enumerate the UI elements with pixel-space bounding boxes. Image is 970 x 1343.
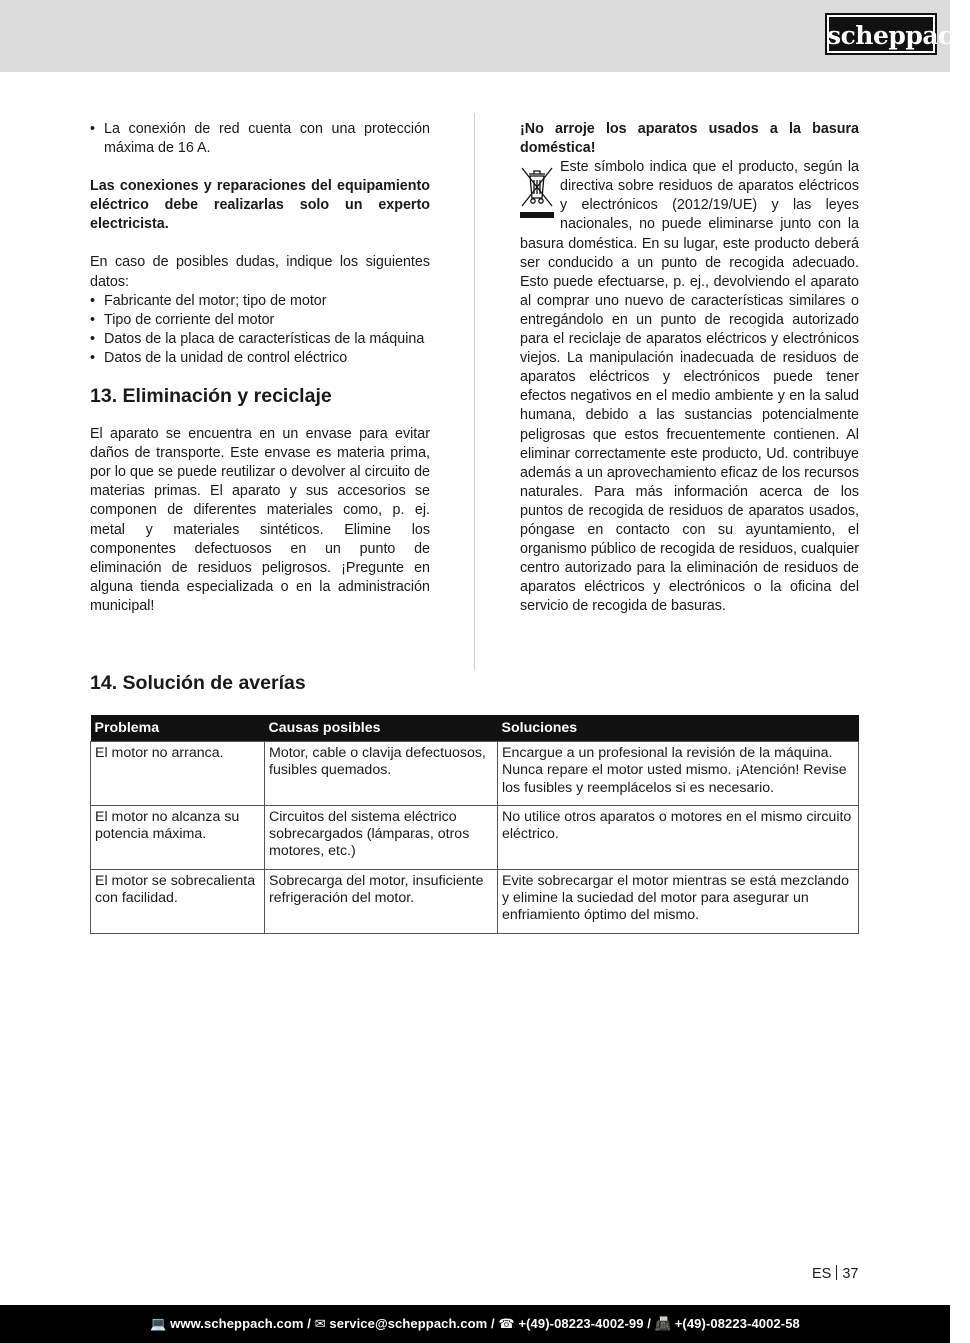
disposal-heading: ¡No arroje los aparatos usados a la basura doméstica! [520, 121, 859, 157]
table-row [91, 805, 859, 869]
brand-logo: scheppach [825, 13, 937, 55]
table-row [91, 869, 859, 933]
table-cell: El motor se sobrecalienta con facilidad. [91, 869, 265, 933]
section-14-title: 14. Solución de averías [90, 672, 306, 694]
page-number [812, 1265, 858, 1282]
table-header-row [91, 715, 859, 742]
footer-phone[interactable]: +(49)-08223-4002-99 / [518, 1316, 651, 1331]
list-item: • Datos de la placa de características de la máquina [90, 330, 430, 349]
section-13-text: El aparato se encuentra en un envase para evitar daños de transporte. Este envase es materia prima, por lo que se puede reutilizar o devolver al circuito de materias primas. El aparato y sus accesorios se componen de diferentes materiales como, p. ej. metal y materiales sintéticos. Elimine los componentes defectuosos en un punto de eliminación de residuos peligrosos. ¡Pregunte en alguna tienda especializada o en la administración municipal! [90, 426, 430, 614]
table-cell: Circuitos del sistema eléctrico sobrecargados (lámparas, otros motores, etc.) [265, 805, 498, 869]
page-number-value: 37 [842, 1266, 859, 1282]
list-item: • Tipo de corriente del motor [90, 311, 430, 330]
column-header-solutions: Soluciones [498, 715, 859, 742]
intro-bullets [90, 120, 430, 158]
doubt-intro: En caso de posibles dudas, indique los siguientes datos: [90, 254, 430, 290]
footer-bar [0, 1305, 950, 1343]
table-cell: El motor no alcanza su potencia máxima. [91, 805, 265, 869]
phone-icon: ☎ [498, 1316, 515, 1331]
page-language: ES [812, 1266, 832, 1282]
column-divider [474, 113, 475, 670]
computer-icon: 💻 [150, 1316, 167, 1331]
table-cell: Motor, cable o clavija defectuosos, fusibles quemados. [265, 742, 498, 806]
doubt-bullets [90, 292, 430, 368]
footer-fax[interactable]: +(49)-08223-4002-58 [674, 1316, 800, 1331]
section-13-title: 13. Eliminación y reciclaje [90, 385, 332, 408]
table-cell: Evite sobrecargar el motor mientras se está mezclando y elimine la suciedad del motor para asegurar un enfriamiento óptimo del mismo. [498, 869, 859, 933]
header-bar [0, 0, 970, 72]
troubleshooting-table [90, 715, 859, 934]
electrician-warning: Las conexiones y reparaciones del equipamiento eléctrico debe realizarlas solo un experto electricista. [90, 178, 430, 233]
column-header-causes: Causas posibles [265, 715, 498, 742]
crossed-out-wheelie-bin-icon [518, 162, 556, 220]
list-item: • La conexión de red cuenta con una protección máxima de 16 A. [90, 120, 430, 158]
table-cell: Sobrecarga del motor, insuficiente refrigeración del motor. [265, 869, 498, 933]
list-item: • Fabricante del motor; tipo de motor [90, 292, 430, 311]
table-cell: Encargue a un profesional la revisión de la máquina. Nunca repare el motor usted mismo. ¡Atención! Revise los fusibles y reemplácelos si es necesario. [498, 742, 859, 806]
footer-web[interactable]: www.scheppach.com / [170, 1316, 311, 1331]
table-cell: El motor no arranca. [91, 742, 265, 806]
list-item: • Datos de la unidad de control eléctrico [90, 349, 430, 368]
footer-email[interactable]: service@scheppach.com / [329, 1316, 495, 1331]
table-row [91, 742, 859, 806]
table-cell: No utilice otros aparatos o motores en el mismo circuito eléctrico. [498, 805, 859, 869]
right-column [520, 120, 859, 616]
page-number-separator [836, 1265, 837, 1280]
fax-icon: 📠 [654, 1316, 672, 1331]
mail-icon: ✉ [314, 1316, 326, 1331]
column-header-problem: Problema [91, 715, 265, 742]
left-column [90, 120, 430, 616]
disposal-body: Este símbolo indica que el producto, según la directiva sobre residuos de aparatos eléctricos y electrónicos (2012/19/UE) y las leyes nacionales, no puede eliminarse junto con la basura doméstica. En su lugar, este producto deberá ser conducido a un punto de recogida adecuado. Esto puede efectuarse, p. ej., devolviendo el aparato al comprar uno nuevo de características similares o entregándolo en un punto de recogida autorizado para el reciclaje de aparatos eléctricos y electrónicos viejos. La manipulación inadecuada de residuos de aparatos eléctricos y electrónicos puede tener efectos negativos en el medio ambiente y en la salud humana, debido a las sustancias potencialmente peligrosas que estos frecuentemente contienen. Al eliminar correctamente este producto, Ud. contribuye además a un aprovechamiento eficaz de los recursos naturales. Para más información acerca de los puntos de recogida de residuos de aparatos usados, póngase en contacto con su ayuntamiento, el organismo público de recogida de residuos, cualquier centro autorizado para la eliminación de residuos de aparatos eléctricos y electrónicos o la oficina del servicio de recogida de basuras. [520, 159, 859, 615]
